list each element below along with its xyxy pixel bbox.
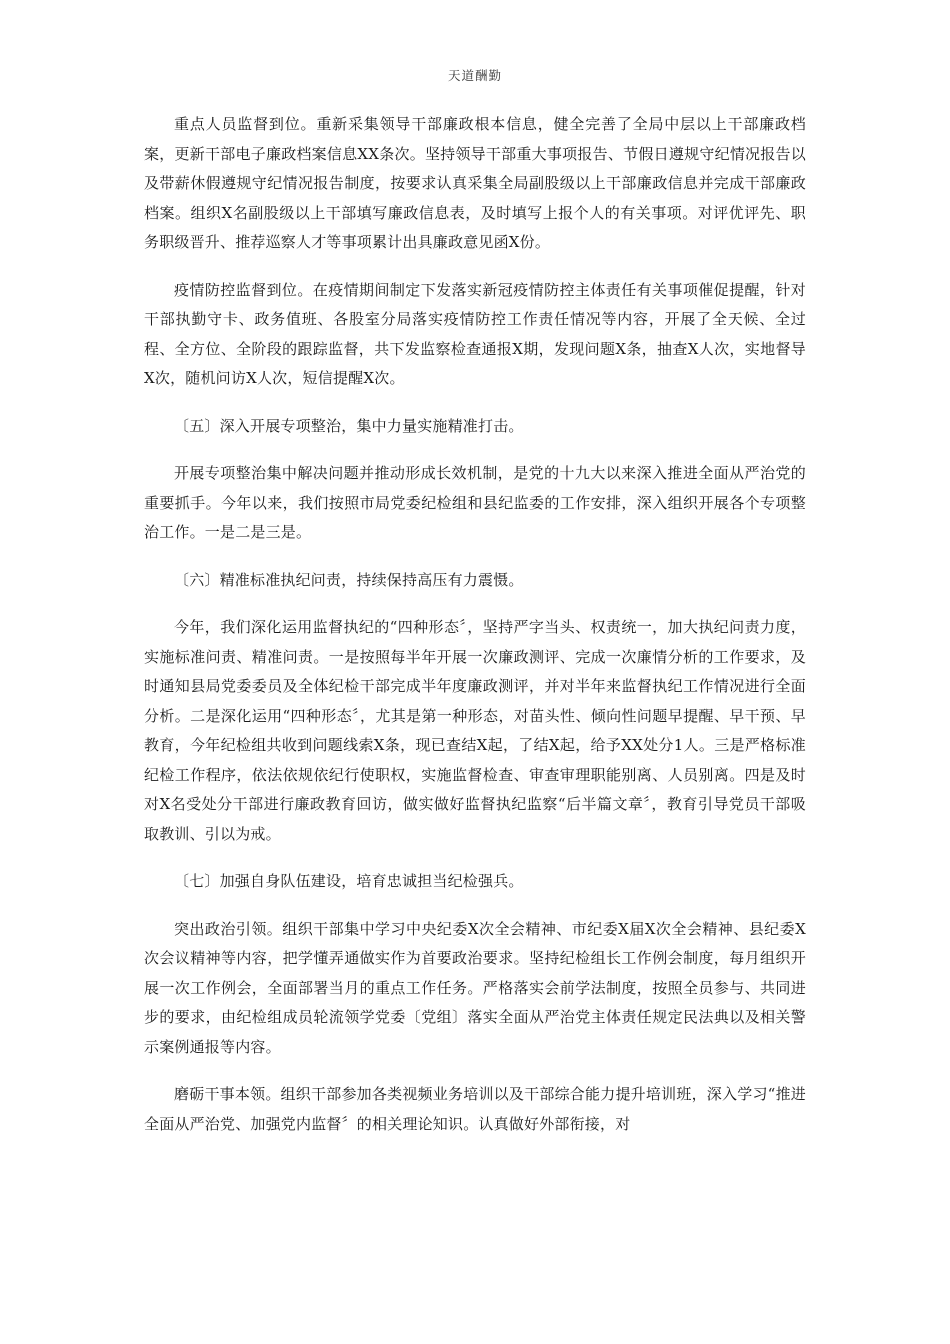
paragraph-special-rectification: 开展专项整治集中解决问题并推动形成长效机制，是党的十九大以来深入推进全面从严治党的重要抓手。今年以来，我们按照市局党委纪检组和县纪监委的工作安排，深入组织开展各个专项整治工作。一是二是三是。 bbox=[144, 464, 806, 541]
page-header: 天道酬勤 bbox=[447, 68, 502, 83]
document-body bbox=[144, 110, 806, 1157]
paragraph-discipline-accountability: 今年，我们深化运用监督执纪的“四种形态〞，坚持严字当头、权责统一，加大执纪问责力度，实施标准问责、精准问责。一是按照每半年开展一次廉政测评、完成一次廉情分析的工作要求，及时通知县局党委委员及全体纪检干部完成半年度廉政测评，并对半年来监督执纪工作情况进行全面分析。二是深化运用“四种形态〞，尤其是第一种形态，对苗头性、倾向性问题早提醒、早干预、早教育，今年纪检组共收到问题线索X条，现已查结X起，了结X起，给予XX处分1人。三是严格标准纪检工作程序，依法依规依纪行使职权，实施监督检查、审查审理职能别离、人员别离。四是及时对X名受处分干部进行廉政教育回访，做实做好监督执纪监察“后半篇文章〞，教育引导党员干部吸取教训、引以为戒。 bbox=[144, 618, 806, 843]
section-heading-6: 〔六〕精准标准执纪问责，持续保持高压有力震慑。 bbox=[174, 570, 524, 589]
section-heading-7: 〔七〕加强自身队伍建设，培育忠诚担当纪检强兵。 bbox=[174, 872, 524, 890]
paragraph-political-leadership: 突出政治引领。组织干部集中学习中央纪委X次全会精神、市纪委X届X次全会精神、县纪委X次会议精神等内容，把学懂弄通做实作为首要政治要求。坚持纪检组长工作例会制度，每月组织开展一次工作例会，全面部署当月的重点工作任务。严格落实会前学法制度，按照全员参与、共同进步的要求，由纪检组成员轮流领学党委〔党组〕落实全面从严治党主体责任规定民法典以及相关警示案例通报等内容。 bbox=[144, 919, 806, 1056]
section-heading-5: 〔五〕深入开展专项整治，集中力量实施精准打击。 bbox=[174, 416, 524, 435]
paragraph-epidemic-supervision: 疫情防控监督到位。在疫情期间制定下发落实新冠疫情防控主体责任有关事项催促提醒，针对干部执勤守卡、政务值班、各股室分局落实疫情防控工作责任情况等内容，开展了全天候、全过程、全方位、全阶段的跟踪监督，共下发监察检查通报X期，发现问题X条，抽查X人次，实地督导X次，随机问访X人次，短信提醒X次。 bbox=[144, 280, 806, 387]
paragraph-skill-training: 磨砺干事本领。组织干部参加各类视频业务培训以及干部综合能力提升培训班，深入学习“推进全面从严治党、加强党内监督〞的相关理论知识。认真做好外部衔接，对 bbox=[144, 1085, 806, 1133]
paragraph-key-personnel: 重点人员监督到位。重新采集领导干部廉政根本信息，健全完善了全局中层以上干部廉政档案，更新干部电子廉政档案信息XX条次。坚持领导干部重大事项报告、节假日遵规守纪情况报告以及带薪休假遵规守纪情况报告制度，按要求认真采集全局副股级以上干部廉政信息并完成干部廉政档案。组织X名副股级以上干部填写廉政信息表，及时填写上报个人的有关事项。对评优评先、职务职级晋升、推荐巡察人才等事项累计出具廉政意见函X份。 bbox=[144, 115, 806, 251]
